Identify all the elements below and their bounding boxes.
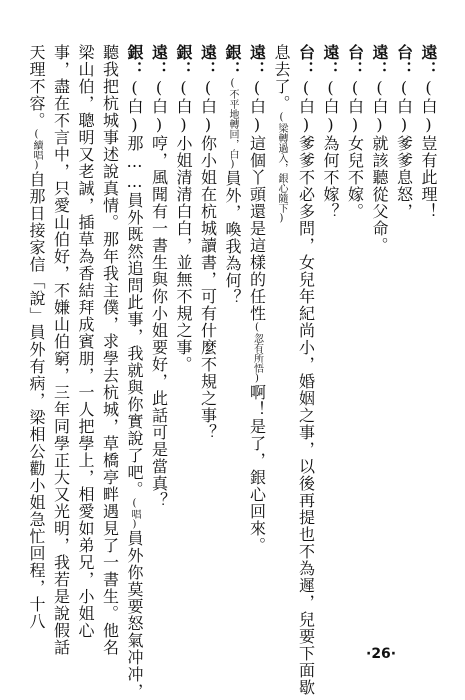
text-column: [247, 44, 267, 554]
text-column: [320, 44, 340, 220]
dialogue-text: (白)那……員外既然追問此事，我就與你實說了吧。: [125, 78, 144, 498]
dialogue-text: (白)你小姐在杭城讀書，可有什麼不規之事？: [198, 78, 218, 441]
text-column: [173, 44, 193, 373]
dialogue-text: (白)女兒不嫁。: [345, 78, 365, 220]
dialogue-text: (白)就該聽從父命。: [370, 78, 389, 254]
speaker-label: 銀：: [174, 44, 193, 78]
text-column: [296, 44, 316, 696]
text-column: [26, 44, 46, 630]
text-column: [222, 44, 242, 306]
speaker-label: 遠：: [247, 44, 267, 78]
text-column: [345, 44, 365, 220]
speaker-label: 銀：: [223, 44, 242, 78]
dialogue-text: 聽我把杭城事述說真情。那年我主僕，求學去杭城，草橋亭畔遇見了一書生。他名: [100, 44, 120, 656]
speaker-label: 遠：: [149, 44, 169, 78]
speaker-label: 銀：: [125, 44, 144, 78]
speaker-label: 遠：: [419, 44, 438, 78]
text-column: [198, 44, 218, 441]
speaker-label: 台：: [394, 44, 414, 78]
dialogue-text: 天理不容。: [27, 44, 46, 129]
stage-direction: (不平地轉回，白): [227, 78, 238, 170]
text-column: [271, 44, 291, 224]
dialogue-text: (白)這個丫頭還是這樣的任性: [247, 78, 267, 322]
text-column: [100, 44, 120, 656]
dialogue-text-continued: 自那日接家信「說」員外有病，梁相公勸小姐急忙回程，十八: [27, 171, 46, 630]
text-column: [51, 44, 71, 656]
text-column: [149, 44, 169, 509]
text-column: [418, 44, 438, 220]
dialogue-text: (白)爹爹不必多問，女兒年紀尚小，婚姻之事，以後再提也不為遲，兒要下面歇: [296, 78, 316, 696]
dialogue-text: (白)豈有此理！: [419, 78, 438, 220]
dialogue-text: (白)為何不嫁？: [321, 78, 340, 220]
speaker-label: 台：: [345, 44, 365, 78]
speaker-label: 遠：: [321, 44, 340, 78]
stage-direction: (忽有所悟): [251, 322, 263, 384]
speaker-label: 台：: [296, 44, 316, 78]
dialogue-text: (白)爹爹息怒，: [394, 78, 414, 220]
text-column: [394, 44, 414, 220]
text-column: [75, 44, 95, 639]
stage-direction: (續唱): [31, 129, 42, 171]
stage-direction: (唱): [129, 498, 140, 530]
stage-direction: (梁轉過入，銀心隨下): [276, 112, 287, 224]
speaker-label: 遠：: [370, 44, 389, 78]
dialogue-text: 梁山伯，聰明又老誠，插草為香結拜成賓朋，一人把學上，相愛如弟兄，小姐心: [76, 44, 95, 639]
dialogue-text: (白)哼，風聞有一書生與你小姐要好，此話可是當真？: [149, 78, 169, 509]
dialogue-text-continued: 員外，喚我為何？: [223, 170, 242, 306]
dialogue-text: (白)小姐清清白白，並無不規之事。: [174, 78, 193, 373]
dialogue-text-continued: 員外你莫要怒氣冲冲，: [125, 530, 144, 700]
page-number: ·26·: [366, 646, 397, 662]
text-column: [369, 44, 389, 254]
dialogue-text: 息去了。: [272, 44, 291, 112]
dialogue-text-continued: 啊！是了，銀心回來。: [247, 384, 267, 554]
text-column: [124, 44, 144, 700]
speaker-label: 遠：: [198, 44, 218, 78]
dialogue-text: 事，盡在不言中，只愛山伯好，不嫌山伯窮，三年同學正大又光明，我若是說假話: [51, 44, 71, 656]
